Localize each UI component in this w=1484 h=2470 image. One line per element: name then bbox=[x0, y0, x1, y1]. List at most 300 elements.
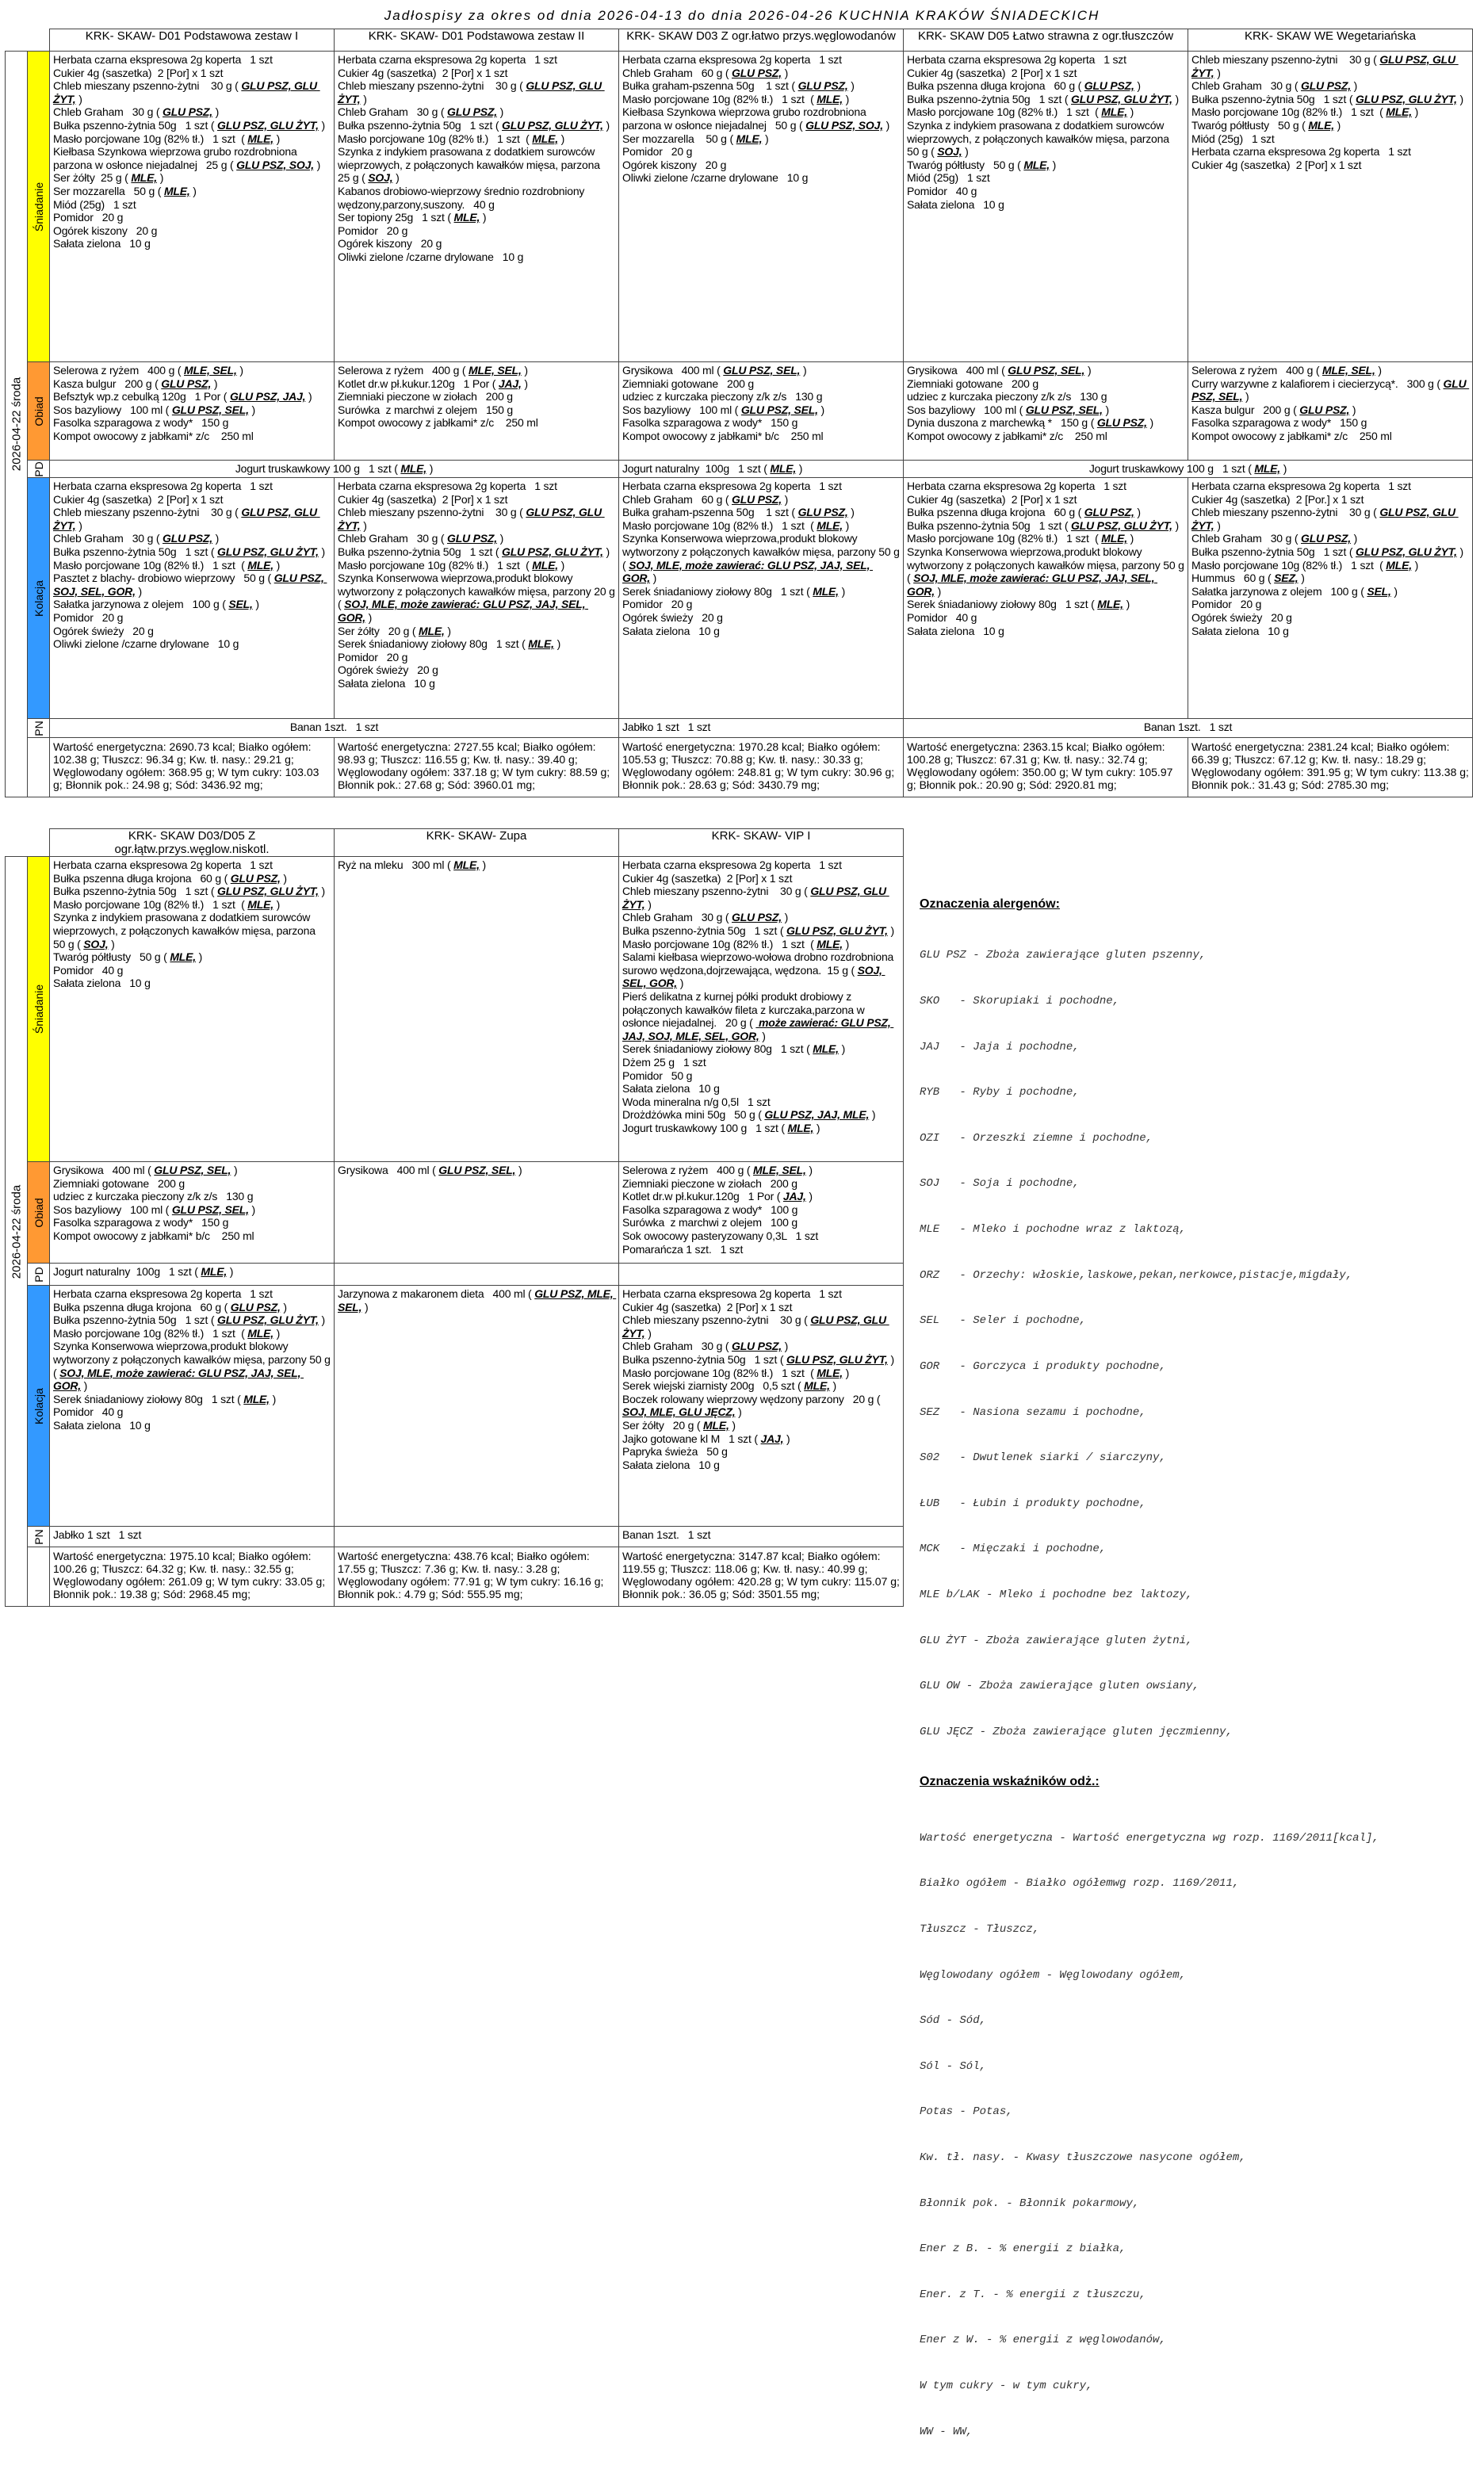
allergen-tag: GLU PSZ, JAJ, bbox=[229, 390, 306, 403]
allergen-tag: MLE, bbox=[1386, 558, 1412, 572]
allergen-tag: MLE, bbox=[1023, 158, 1050, 171]
menu-item: Fasolka szparagowa z wody* 150 g bbox=[53, 1216, 229, 1229]
menu-item: Miód (25g) 1 szt bbox=[907, 171, 990, 185]
allergens-legend-title: Oznaczenia alergenów: bbox=[920, 897, 1060, 911]
menu-item: Ziemniaki gotowane 200 g bbox=[907, 377, 1039, 390]
menu-item: Szynka Konserwowa wieprzowa,produkt blokowy wytworzony z połączonych kawałków mięsa, parzony 50 g ( SOJ, MLE, może zawierać: GLU PSZ, JAJ, SEL, GOR, ) bbox=[622, 532, 903, 585]
allergen-tag: GLU PSZ, SEL, bbox=[1191, 377, 1470, 403]
legend-line: ORZ - Orzechy: włoskie,laskowe,pekan,nerkowce,pistacje,migdały, bbox=[920, 1268, 1353, 1282]
menu-cell bbox=[904, 52, 1188, 212]
menu-cell bbox=[904, 461, 1472, 477]
allergen-tag: JAJ, bbox=[760, 1432, 784, 1445]
menu-item: Selerowa z ryżem 400 g ( MLE, SEL, ) bbox=[1191, 364, 1382, 377]
meal-label-sniadanie: Śniadanie bbox=[28, 52, 50, 362]
menu-item: Ziemniaki pieczone w ziołach 200 g bbox=[622, 1176, 797, 1190]
allergen-tag: GLU PSZ, SEL, bbox=[438, 1164, 516, 1176]
menu-item: Herbata czarna ekspresowa 2g koperta 1 szt bbox=[622, 1287, 842, 1300]
nutrition-spacer bbox=[28, 1547, 50, 1607]
menu-item: Jogurt truskawkowy 100 g 1 szt ( MLE, ) bbox=[235, 462, 434, 475]
menu-item: Kompot owocowy z jabłkami* z/c 250 ml bbox=[907, 429, 1107, 442]
allergen-tag: GLU PSZ, GLU ŻYT, bbox=[786, 923, 888, 937]
allergen-tag: MLE, bbox=[532, 132, 558, 145]
menu-item: Pomidor 50 g bbox=[622, 1069, 693, 1082]
menu-item: Herbata czarna ekspresowa 2g koperta 1 szt bbox=[1191, 145, 1411, 159]
menu-item: Chleb mieszany pszenno-żytni 30 g ( GLU PSZ, GLU ŻYT, ) bbox=[1191, 53, 1459, 79]
legend-line: Węglowodany ogółem - Węglowodany ogółem, bbox=[920, 1968, 1187, 1982]
legend-line: Sód - Sód, bbox=[920, 2014, 987, 2028]
menu-item: Ser żółty 25 g ( MLE, ) bbox=[53, 171, 164, 185]
menu-item: Sos bazyliowy 100 ml ( GLU PSZ, SEL, ) bbox=[907, 403, 1109, 416]
menu-item: Banan 1szt. 1 szt bbox=[1143, 721, 1233, 733]
menu-item: Selerowa z ryżem 400 g ( MLE, SEL, ) bbox=[338, 364, 528, 377]
menu-item: Pomarańcza 1 szt. 1 szt bbox=[622, 1242, 744, 1256]
menu-item: Szynka Konserwowa wieprzowa,produkt blokowy wytworzony z połączonych kawałków mięsa, parzony 50 g ( SOJ, MLE, może zawierać: GLU PSZ, JAJ, SEL, GOR, ) bbox=[907, 545, 1188, 598]
menu-item: Cukier 4g (saszetka) 2 [Por] x 1 szt bbox=[622, 871, 793, 885]
menu-cell bbox=[50, 1527, 334, 1543]
menu-item: Cukier 4g (saszetka) 2 [Por] x 1 szt bbox=[338, 492, 508, 506]
legend-line: Ener z B. - % energii z białka, bbox=[920, 2242, 1126, 2256]
allergen-tag: MLE, SEL, bbox=[753, 1164, 806, 1176]
menu-item: Chleb mieszany pszenno-żytni 30 g ( GLU PSZ, GLU ŻYT, ) bbox=[622, 885, 889, 911]
menu-item: Ser żółty 20 g ( MLE, ) bbox=[622, 1418, 736, 1432]
menu-item: Herbata czarna ekspresowa 2g koperta 1 szt bbox=[53, 480, 273, 492]
allergen-tag: MLE, bbox=[817, 92, 843, 105]
menu-item: Masło porcjowane 10g (82% tł.) 1 szt ( MLE, ) bbox=[622, 1366, 850, 1379]
allergen-tag: MLE, bbox=[170, 950, 196, 964]
legend-line: Ener z W. - % energii z węglowodanów, bbox=[920, 2334, 1166, 2347]
menu-item: Jabłko 1 szt 1 szt bbox=[53, 1528, 142, 1541]
allergen-tag: GLU PSZ, bbox=[163, 532, 212, 545]
meal-label-sniadanie: Śniadanie bbox=[28, 857, 50, 1162]
menu-item: Sałata zielona 10 g bbox=[907, 197, 1004, 211]
allergen-tag: JAJ, bbox=[498, 377, 522, 390]
menu-cell bbox=[904, 719, 1472, 736]
legend-line: WW - WW, bbox=[920, 2425, 973, 2438]
menu-cell bbox=[619, 461, 903, 477]
menu-item: Jogurt truskawkowy 100 g 1 szt ( MLE, ) bbox=[622, 1121, 820, 1134]
menu-item: Kompot owocowy z jabłkami* z/c 250 ml bbox=[1191, 429, 1392, 442]
menu-cell bbox=[619, 857, 903, 1136]
allergen-tag: MLE, bbox=[201, 1265, 228, 1278]
menu-item: Grysikowa 400 ml ( GLU PSZ, SEL, ) bbox=[622, 364, 807, 377]
menu-item: Hummus 60 g ( SEZ, ) bbox=[1191, 572, 1305, 585]
allergen-tag: GLU PSZ, SOJ, bbox=[236, 158, 314, 171]
menu-table-1 bbox=[5, 29, 1473, 797]
legend bbox=[920, 897, 1474, 2470]
menu-item: Sałata zielona 10 g bbox=[622, 1082, 720, 1095]
menu-item: Bułka graham-pszenna 50g 1 szt ( GLU PSZ, ) bbox=[622, 506, 855, 519]
menu-item: Bułka pszenno-żytnia 50g 1 szt ( GLU PSZ, GLU ŻYT, ) bbox=[622, 1352, 894, 1366]
menu-item: Grysikowa 400 ml ( GLU PSZ, SEL, ) bbox=[338, 1164, 522, 1176]
menu-item: Papryka świeża 50 g bbox=[622, 1445, 728, 1459]
menu-item: Jabłko 1 szt 1 szt bbox=[622, 721, 711, 733]
menu-item: Pierś delikatna z kurnej półki produkt drobiowy z połączonych kawałków fileta z kurczaka,parzona w osłonce niejadalnej. 20 g ( może zawierać: GLU PSZ, JAJ, SOJ, MLE, SEL, GOR, ) bbox=[622, 989, 894, 1042]
allergen-tag: SOJ, MLE, może zawierać: GLU PSZ, JAJ, SEL, GOR, bbox=[338, 598, 589, 624]
menu-item: Bułka pszenno-żytnia 50g 1 szt ( GLU PSZ, GLU ŻYT, ) bbox=[338, 118, 610, 132]
menu-item: Szynka z indykiem prasowana z dodatkiem surowców wieprzowych, z połączonych kawałków mięsa, parzona 50 g ( SOJ, ) bbox=[53, 911, 322, 950]
menu-item: Herbata czarna ekspresowa 2g koperta 1 szt bbox=[53, 1287, 273, 1300]
menu-item: Chleb Graham 60 g ( GLU PSZ, ) bbox=[622, 492, 789, 506]
allergen-tag: MLE, bbox=[770, 462, 797, 475]
menu-item: Chleb Graham 30 g ( GLU PSZ, ) bbox=[53, 532, 220, 545]
menu-item: Chleb mieszany pszenno-żytni 30 g ( GLU PSZ, GLU ŻYT, ) bbox=[338, 79, 605, 105]
menu-cell bbox=[50, 1264, 334, 1280]
allergen-tag: SEL, bbox=[1367, 584, 1391, 598]
allergen-tag: GLU PSZ, GLU ŻYT, bbox=[1071, 518, 1172, 532]
menu-cell bbox=[1188, 362, 1472, 445]
menu-cell bbox=[50, 1286, 334, 1434]
menu-cell bbox=[335, 1527, 618, 1530]
allergen-tag: GLU PSZ, bbox=[230, 1300, 281, 1313]
menu-item: Pomidor 20 g bbox=[338, 224, 408, 237]
allergen-tag: GLU PSZ, SEL, bbox=[723, 364, 801, 377]
menu-item: Pomidor 40 g bbox=[907, 184, 977, 197]
menu-item: Bułka pszenno-żytnia 50g 1 szt ( GLU PSZ, GLU ŻYT, ) bbox=[907, 92, 1179, 105]
menu-item: Ser mozzarella 50 g ( MLE, ) bbox=[622, 132, 769, 145]
menu-item: Herbata czarna ekspresowa 2g koperta 1 szt bbox=[1191, 480, 1411, 492]
menu-item: Cukier 4g (saszetka) 2 [Por] x 1 szt bbox=[907, 492, 1077, 506]
allergen-tag: SOJ, MLE, może zawierać: GLU PSZ, JAJ, SEL, GOR, bbox=[53, 1366, 304, 1393]
legend-line: Wartość energetyczna - Wartość energetyczna wg rozp. 1169/2011[kcal], bbox=[920, 1831, 1379, 1845]
menu-item: Serek wiejski ziarnisty 200g 0,5 szt ( MLE, ) bbox=[622, 1379, 836, 1393]
menu-item: Masło porcjowane 10g (82% tł.) 1 szt ( MLE, ) bbox=[1191, 105, 1419, 119]
menu-cell bbox=[619, 52, 903, 186]
menu-item: Bułka pszenno-żytnia 50g 1 szt ( GLU PSZ, GLU ŻYT, ) bbox=[907, 518, 1179, 532]
legend-line: OZI - Orzeszki ziemne i pochodne, bbox=[920, 1131, 1153, 1145]
menu-item: Jogurt truskawkowy 100 g 1 szt ( MLE, ) bbox=[1088, 462, 1287, 475]
menu-item: Masło porcjowane 10g (82% tł.) 1 szt ( MLE, ) bbox=[53, 558, 281, 572]
allergen-tag: może zawierać: GLU PSZ, JAJ, SOJ, MLE, SEL, GOR, bbox=[622, 1016, 894, 1042]
menu-item: Jogurt naturalny 100g 1 szt ( MLE, ) bbox=[622, 462, 803, 475]
menu-item: Bułka pszenno-żytnia 50g 1 szt ( GLU PSZ, GLU ŻYT, ) bbox=[622, 923, 894, 937]
menu-item: Sałatka jarzynowa z olejem 100 g ( SEL, ) bbox=[1191, 584, 1398, 598]
menu-item: Oliwki zielone /czarne drylowane 10 g bbox=[338, 250, 524, 263]
allergen-tag: MLE, SEL, bbox=[1322, 364, 1375, 377]
menu-item: Chleb Graham 30 g ( GLU PSZ, ) bbox=[622, 1340, 789, 1353]
allergen-tag: GLU PSZ, GLU ŻYT, bbox=[502, 545, 603, 558]
legend-line: S02 - Dwutlenek siarki / siarczyny, bbox=[920, 1451, 1166, 1465]
menu-item: Herbata czarna ekspresowa 2g koperta 1 szt bbox=[53, 53, 273, 66]
menu-item: Kiełbasa Szynkowa wieprzowa grubo rozdrobniona parzona w osłonce niejadalnej 50 g ( GLU PSZ, SOJ, ) bbox=[622, 105, 890, 132]
menu-item: Pomidor 20 g bbox=[338, 650, 408, 663]
column-header: KRK- SKAW WE Wegetariańska bbox=[1188, 29, 1473, 52]
column-header: KRK- SKAW D03/D05 Z ogr.łątw.przys.węglow.niskotl. bbox=[50, 829, 335, 857]
legend-line: GLU ŻYT - Zboża zawierające gluten żytni, bbox=[920, 1634, 1193, 1647]
meal-label-pd: PD bbox=[28, 1264, 50, 1286]
indicators-legend-title: Oznaczenia wskaźników odż.: bbox=[920, 1775, 1100, 1789]
legend-line: SOJ - Soja i pochodne, bbox=[920, 1177, 1080, 1191]
allergen-tag: MLE, SEL, bbox=[184, 364, 237, 377]
meal-label-obiad: Obiad bbox=[28, 362, 50, 461]
menu-item: Ser żółty 20 g ( MLE, ) bbox=[338, 624, 451, 637]
nutrition-spacer bbox=[28, 738, 50, 797]
menu-item: Banan 1szt. 1 szt bbox=[289, 721, 379, 733]
allergen-tag: GLU PSZ, GLU ŻYT, bbox=[217, 1313, 319, 1327]
menu-item: Bułka pszenno-żytnia 50g 1 szt ( GLU PSZ, GLU ŻYT, ) bbox=[1191, 92, 1463, 105]
allergen-tag: SEL, bbox=[228, 598, 253, 611]
menu-cell bbox=[619, 1286, 903, 1473]
meal-label-kolacja: Kolacja bbox=[28, 1286, 50, 1527]
menu-item: Dynia duszona z marchewką * 150 g ( GLU PSZ, ) bbox=[907, 416, 1153, 430]
legend-line: GLU JĘCZ - Zboża zawierające gluten jęczmienny, bbox=[920, 1725, 1233, 1738]
nutrition-info: Wartość energetyczna: 2363.15 kcal; Białko ogółem: 100.28 g; Tłuszcz: 67.31 g; Kw. tł. nasy.: 32.74 g; Węglowodany ogółem: 350.00 g; W tym cukry: 105.97 g; Błonnik pok.: 20.90 g; Sód: 2920.81 mg; bbox=[907, 740, 1173, 791]
allergen-tag: GLU PSZ, GLU ŻYT, bbox=[502, 118, 603, 132]
legend-line: GOR - Gorczyca i produkty pochodne, bbox=[920, 1359, 1166, 1373]
menu-item: Masło porcjowane 10g (82% tł.) 1 szt ( MLE, ) bbox=[338, 132, 565, 145]
allergen-tag: GLU PSZ, bbox=[447, 105, 497, 119]
menu-item: Herbata czarna ekspresowa 2g koperta 1 szt bbox=[53, 858, 273, 871]
menu-cell bbox=[335, 478, 618, 692]
menu-item: Herbata czarna ekspresowa 2g koperta 1 szt bbox=[907, 53, 1126, 66]
allergen-tag: GLU PSZ, bbox=[1084, 79, 1134, 93]
menu-item: Sok owocowy pasteryzowany 0,3L 1 szt bbox=[622, 1229, 819, 1242]
menu-item: Sałata zielona 10 g bbox=[907, 624, 1004, 637]
menu-item: Sałata zielona 10 g bbox=[53, 977, 151, 990]
allergen-tag: GLU PSZ, JAJ, MLE, bbox=[764, 1108, 870, 1122]
menu-item: Drożdżówka mini 50g 50 g ( GLU PSZ, JAJ, MLE, ) bbox=[622, 1108, 876, 1122]
menu-item: Jogurt naturalny 100g 1 szt ( MLE, ) bbox=[53, 1265, 234, 1278]
menu-item: Fasolka szparagowa z wody* 150 g bbox=[1191, 416, 1367, 430]
menu-item: Masło porcjowane 10g (82% tł.) 1 szt ( MLE, ) bbox=[338, 558, 565, 572]
allergen-tag: GLU PSZ, GLU ŻYT, bbox=[1191, 53, 1459, 79]
legend-line: GLU PSZ - Zboża zawierające gluten pszenny, bbox=[920, 949, 1207, 962]
menu-item: Kompot owocowy z jabłkami* z/c 250 ml bbox=[53, 429, 254, 442]
allergen-tag: GLU PSZ, GLU ŻYT, bbox=[217, 545, 319, 558]
menu-item: Salami kiełbasa wieprzowo-wołowa drobno rozdrobniona surowo wędzona,dojrzewająca, wędzona. 15 g ( SOJ, SEL, GOR, ) bbox=[622, 950, 897, 990]
allergen-tag: GLU PSZ, GLU ŻYT, bbox=[53, 506, 320, 532]
menu-item: Ryż na mleku 300 ml ( MLE, ) bbox=[338, 858, 486, 871]
menu-item: Masło porcjowane 10g (82% tł.) 1 szt ( MLE, ) bbox=[53, 1326, 281, 1340]
menu-cell bbox=[50, 1162, 334, 1245]
menu-item: Twaróg półtłusty 50 g ( MLE, ) bbox=[53, 950, 203, 964]
menu-cell bbox=[335, 857, 618, 874]
menu-item: Chleb Graham 30 g ( GLU PSZ, ) bbox=[1191, 532, 1358, 545]
menu-item: Cukier 4g (saszetka) 2 [Por] x 1 szt bbox=[53, 66, 224, 79]
legend-line: RYB - Ryby i pochodne, bbox=[920, 1086, 1080, 1099]
menu-cell bbox=[335, 1286, 618, 1315]
allergen-tag: GLU PSZ, bbox=[447, 532, 497, 545]
allergen-tag: MLE, bbox=[703, 1418, 729, 1432]
menu-item: Ser mozzarella 50 g ( MLE, ) bbox=[53, 184, 197, 197]
menu-item: Chleb mieszany pszenno-żytni 30 g ( GLU PSZ, GLU ŻYT, ) bbox=[53, 79, 320, 105]
allergens-legend-list bbox=[920, 918, 1474, 1770]
allergen-tag: MLE, bbox=[813, 1042, 839, 1056]
menu-item: Chleb mieszany pszenno-żytni 30 g ( GLU PSZ, GLU ŻYT, ) bbox=[338, 506, 605, 532]
column-header: KRK- SKAW- D01 Podstawowa zestaw II bbox=[335, 29, 619, 52]
menu-item: Kotlet dr.w pł.kukur.120g 1 Por ( JAJ, ) bbox=[622, 1190, 813, 1203]
allergen-tag: GLU PSZ, bbox=[732, 1340, 782, 1353]
menu-item: Pomidor 20 g bbox=[53, 610, 124, 624]
menu-table-2 bbox=[5, 828, 904, 1607]
menu-item: Pasztet z blachy- drobiowo wieprzowy 50 g ( GLU PSZ, SOJ, SEL, GOR, ) bbox=[53, 572, 327, 598]
allergen-tag: GLU PSZ, bbox=[230, 871, 281, 885]
menu-item: Cukier 4g (saszetka) 2 [Por] x 1 szt bbox=[338, 66, 508, 79]
allergen-tag: GLU PSZ, bbox=[1301, 79, 1351, 93]
meal-label-pn: PN bbox=[28, 719, 50, 738]
menu-item: Bułka pszenno-żytnia 50g 1 szt ( GLU PSZ, GLU ŻYT, ) bbox=[53, 118, 325, 132]
allergen-tag: SOJ, bbox=[937, 145, 962, 159]
menu-item: Chleb mieszany pszenno-żytni 30 g ( GLU PSZ, GLU ŻYT, ) bbox=[1191, 506, 1459, 532]
allergen-tag: MLE, bbox=[528, 637, 554, 651]
allergen-tag: MLE, bbox=[804, 1379, 830, 1393]
allergen-tag: SOJ, bbox=[83, 937, 109, 950]
allergen-tag: MLE, bbox=[1101, 105, 1127, 119]
allergen-tag: MLE, bbox=[1386, 105, 1412, 119]
menu-item: Surówka z marchwi z olejem 100 g bbox=[622, 1216, 797, 1229]
menu-item: Ogórek świeży 20 g bbox=[1191, 610, 1292, 624]
legend-line: MCK - Mięczaki i pochodne, bbox=[920, 1543, 1107, 1556]
menu-item: Cukier 4g (saszetka) 2 [Por.] x 1 szt bbox=[1191, 492, 1364, 506]
column-header: KRK- SKAW- VIP I bbox=[619, 829, 904, 857]
allergen-tag: MLE, bbox=[532, 558, 558, 572]
allergen-tag: SOJ, MLE, GLU JĘCZ, bbox=[622, 1405, 736, 1419]
menu-item: Cukier 4g (saszetka) 2 [Por] x 1 szt bbox=[53, 492, 224, 506]
allergen-tag: MLE, bbox=[247, 1326, 273, 1340]
menu-item: Banan 1szt. 1 szt bbox=[622, 1528, 711, 1541]
allergen-tag: GLU PSZ, GLU ŻYT, bbox=[1356, 545, 1457, 558]
meal-label-kolacja: Kolacja bbox=[28, 478, 50, 719]
menu-item: Chleb Graham 30 g ( GLU PSZ, ) bbox=[338, 105, 504, 119]
allergen-tag: GLU PSZ, SEL, bbox=[154, 1164, 231, 1176]
menu-item: Herbata czarna ekspresowa 2g koperta 1 szt bbox=[338, 480, 557, 492]
allergen-tag: MLE, bbox=[817, 1366, 843, 1379]
allergen-tag: GLU PSZ, GLU ŻYT, bbox=[1356, 92, 1457, 105]
menu-item: Masło porcjowane 10g (82% tł.) 1 szt ( MLE, ) bbox=[907, 532, 1134, 545]
menu-item: Sałatka jarzynowa z olejem 100 g ( SEL, ) bbox=[53, 598, 259, 611]
nutrition-info: Wartość energetyczna: 1975.10 kcal; Białko ogółem: 100.26 g; Tłuszcz: 64.32 g; Kw. tł. nasy.: 32.55 g; Węglowodany ogółem: 261.09 g; W tym cukry: 33.05 g; Błonnik pok.: 19.38 g; Sód: 2968.45 mg; bbox=[53, 1550, 326, 1600]
menu-item: Miód (25g) 1 szt bbox=[1191, 132, 1275, 145]
menu-item: Chleb Graham 30 g ( GLU PSZ, ) bbox=[622, 911, 789, 924]
menu-item: Pomidor 20 g bbox=[622, 598, 693, 611]
allergen-tag: GLU PSZ, SEL, bbox=[740, 403, 818, 416]
menu-item: Curry warzywne z kalafiorem i ciecierzycą*. 300 g ( GLU PSZ, SEL, ) bbox=[1191, 377, 1470, 403]
nutrition-info: Wartość energetyczna: 2381.24 kcal; Białko ogółem: 66.39 g; Tłuszcz: 67.12 g; Kw. tł. nasy.: 18.29 g; Węglowodany ogółem: 391.95 g; W tym cukry: 113.38 g; Błonnik pok.: 31.43 g; Sód: 2785.30 mg; bbox=[1191, 740, 1469, 791]
menu-cell bbox=[335, 1162, 618, 1179]
menu-item: Chleb Graham 30 g ( GLU PSZ, ) bbox=[338, 532, 504, 545]
nutrition-info: Wartość energetyczna: 1970.28 kcal; Białko ogółem: 105.53 g; Tłuszcz: 70.88 g; Kw. tł. nasy.: 30.33 g; Węglowodany ogółem: 248.81 g; W tym cukry: 30.96 g; Błonnik pok.: 28.63 g; Sód: 3430.79 mg; bbox=[622, 740, 895, 791]
menu-item: Grysikowa 400 ml ( GLU PSZ, SEL, ) bbox=[53, 1164, 238, 1176]
menu-item: Masło porcjowane 10g (82% tł.) 1 szt ( MLE, ) bbox=[907, 105, 1134, 119]
allergen-tag: MLE, bbox=[419, 624, 445, 637]
allergen-tag: GLU PSZ, bbox=[732, 66, 782, 79]
menu-item: Herbata czarna ekspresowa 2g koperta 1 szt bbox=[622, 480, 842, 492]
allergen-tag: GLU PSZ, bbox=[797, 79, 848, 93]
menu-item: Kiełbasa Szynkowa wieprzowa grubo rozdrobniona parzona w osłonce niejadalnej 25 g ( GLU PSZ, SOJ, ) bbox=[53, 145, 321, 171]
allergen-tag: GLU PSZ, GLU ŻYT, bbox=[217, 118, 319, 132]
menu-item: Sałata zielona 10 g bbox=[338, 676, 435, 690]
menu-item: Masło porcjowane 10g (82% tł.) 1 szt ( MLE, ) bbox=[1191, 558, 1419, 572]
menu-cell bbox=[904, 362, 1188, 445]
menu-item: Masło porcjowane 10g (82% tł.) 1 szt ( MLE, ) bbox=[53, 132, 281, 145]
legend-line: MLE - Mleko i pochodne wraz z laktozą, bbox=[920, 1223, 1187, 1237]
menu-item: Sałata zielona 10 g bbox=[622, 1458, 720, 1471]
menu-item: Boczek rolowany wieprzowy wędzony parzony 20 g ( SOJ, MLE, GLU JĘCZ, ) bbox=[622, 1392, 884, 1419]
menu-item: Ser topiony 25g 1 szt ( MLE, ) bbox=[338, 211, 487, 224]
legend-line: Błonnik pok. - Błonnik pokarmowy, bbox=[920, 2197, 1140, 2210]
menu-item: Oliwki zielone /czarne drylowane 10 g bbox=[622, 171, 809, 185]
allergen-tag: MLE, bbox=[1101, 532, 1127, 545]
menu-item: Bułka pszenno-żytnia 50g 1 szt ( GLU PSZ, GLU ŻYT, ) bbox=[1191, 545, 1463, 558]
allergen-tag: MLE, bbox=[131, 171, 157, 185]
allergen-tag: GLU PSZ, bbox=[1299, 403, 1350, 416]
menu-item: Kabanos drobiowo-wieprzowy średnio rozdrobniony wędzony,parzony,suszony. 40 g bbox=[338, 184, 587, 211]
allergen-tag: MLE, bbox=[1308, 118, 1334, 132]
menu-cell bbox=[50, 478, 334, 652]
menu-item: Cukier 4g (saszetka) 2 [Por] x 1 szt bbox=[1191, 158, 1362, 171]
nutrition-info: Wartość energetyczna: 438.76 kcal; Białko ogółem: 17.55 g; Tłuszcz: 7.36 g; Kw. tł. nasy.: 3.28 g; Węglowodany ogółem: 77.91 g; W tym cukry: 16.16 g; Błonnik pok.: 4.79 g; Sód: 555.95 mg; bbox=[338, 1550, 604, 1600]
menu-item: Woda mineralna n/g 0,5l 1 szt bbox=[622, 1095, 771, 1108]
menu-item: Jajko gotowane kl M 1 szt ( JAJ, ) bbox=[622, 1432, 790, 1445]
menu-item: Ogórek świeży 20 g bbox=[622, 610, 723, 624]
allergen-tag: GLU PSZ, SOJ, bbox=[805, 118, 883, 132]
menu-item: Chleb Graham 60 g ( GLU PSZ, ) bbox=[622, 66, 789, 79]
menu-item: Fasolka szparagowa z wody* 150 g bbox=[622, 416, 798, 430]
legend-line: GLU OW - Zboża zawierające gluten owsiany, bbox=[920, 1680, 1199, 1693]
menu-cell bbox=[335, 362, 618, 431]
legend-line: SEL - Seler i pochodne, bbox=[920, 1314, 1087, 1328]
allergen-tag: GLU PSZ, GLU ŻYT, bbox=[622, 885, 889, 911]
menu-item: Kompot owocowy z jabłkami* b/c 250 ml bbox=[53, 1229, 254, 1242]
menu-item: Selerowa z ryżem 400 g ( MLE, SEL, ) bbox=[53, 364, 243, 377]
menu-item: udziec z kurczaka pieczony z/k z/s 130 g bbox=[622, 390, 823, 403]
menu-item: Szynka z indykiem prasowana z dodatkiem surowców wieprzowych, z połączonych kawałków mięsa, parzona 25 g ( SOJ, ) bbox=[338, 145, 606, 185]
menu-item: Masło porcjowane 10g (82% tł.) 1 szt ( MLE, ) bbox=[622, 518, 850, 532]
menu-item: Chleb Graham 30 g ( GLU PSZ, ) bbox=[53, 105, 220, 119]
menu-item: Oliwki zielone /czarne drylowane 10 g bbox=[53, 637, 239, 651]
menu-item: Masło porcjowane 10g (82% tł.) 1 szt ( MLE, ) bbox=[622, 937, 850, 950]
menu-cell bbox=[1188, 52, 1472, 173]
menu-item: Bułka pszenna długa krojona 60 g ( GLU PSZ, ) bbox=[53, 1300, 287, 1313]
menu-cell bbox=[1188, 478, 1472, 639]
menu-item: Serek śniadaniowy ziołowy 80g 1 szt ( MLE, ) bbox=[53, 1392, 277, 1405]
menu-item: Sałata zielona 10 g bbox=[53, 237, 151, 250]
menu-cell bbox=[50, 857, 334, 992]
column-header: KRK- SKAW D05 Łatwo strawna z ogr.tłuszczów bbox=[904, 29, 1188, 52]
menu-item: Cukier 4g (saszetka) 2 [Por] x 1 szt bbox=[907, 66, 1077, 79]
menu-item: Ziemniaki gotowane 200 g bbox=[622, 377, 755, 390]
allergen-tag: GLU PSZ, bbox=[1096, 416, 1147, 430]
menu-item: Ogórek kiszony 20 g bbox=[53, 224, 158, 237]
menu-item: Ogórek kiszony 20 g bbox=[338, 237, 442, 250]
allergen-tag: GLU PSZ, SEL, bbox=[171, 1202, 249, 1216]
menu-item: Pomidor 40 g bbox=[53, 963, 124, 977]
menu-item: Bułka pszenna długa krojona 60 g ( GLU PSZ, ) bbox=[907, 79, 1141, 93]
menu-item: Sos bazyliowy 100 ml ( GLU PSZ, SEL, ) bbox=[53, 403, 255, 416]
menu-cell bbox=[335, 52, 618, 266]
nutrition-info: Wartość energetyczna: 2727.55 kcal; Białko ogółem: 98.93 g; Tłuszcz: 116.55 g; Kw. tł. nasy.: 39.40 g; Węglowodany ogółem: 337.18 g; W tym cukry: 88.59 g; Błonnik pok.: 27.68 g; Sód: 3960.01 mg; bbox=[338, 740, 610, 791]
legend-line: Sól - Sól, bbox=[920, 2059, 987, 2073]
menu-item: Bułka pszenno-żytnia 50g 1 szt ( GLU PSZ, GLU ŻYT, ) bbox=[53, 885, 325, 898]
allergen-tag: GLU PSZ, GLU ŻYT, bbox=[622, 1313, 889, 1340]
allergen-tag: GLU PSZ, bbox=[163, 105, 212, 119]
menu-cell bbox=[619, 1162, 903, 1257]
menu-item: Pomidor 20 g bbox=[53, 211, 124, 224]
menu-item: Pomidor 20 g bbox=[622, 145, 693, 159]
menu-cell bbox=[50, 52, 334, 252]
menu-item: Kompot owocowy z jabłkami* z/c 250 ml bbox=[338, 416, 538, 430]
menu-item: Ziemniaki pieczone w ziołach 200 g bbox=[338, 390, 513, 403]
menu-item: Bułka pszenno-żytnia 50g 1 szt ( GLU PSZ, GLU ŻYT, ) bbox=[53, 545, 325, 558]
menu-item: Szynka Konserwowa wieprzowa,produkt blokowy wytworzony z połączonych kawałków mięsa, parzony 20 g ( SOJ, MLE, może zawierać: GLU PSZ, JAJ, SEL, GOR, ) bbox=[338, 572, 618, 624]
menu-item: Sałata zielona 10 g bbox=[1191, 624, 1289, 637]
menu-item: Herbata czarna ekspresowa 2g koperta 1 szt bbox=[907, 480, 1126, 492]
menu-item: Herbata czarna ekspresowa 2g koperta 1 szt bbox=[622, 53, 842, 66]
allergen-tag: SOJ, bbox=[368, 171, 393, 185]
allergen-tag: MLE, bbox=[1254, 462, 1281, 475]
menu-cell bbox=[335, 1264, 618, 1267]
allergen-tag: MLE, bbox=[736, 132, 763, 145]
meal-label-obiad: Obiad bbox=[28, 1162, 50, 1264]
